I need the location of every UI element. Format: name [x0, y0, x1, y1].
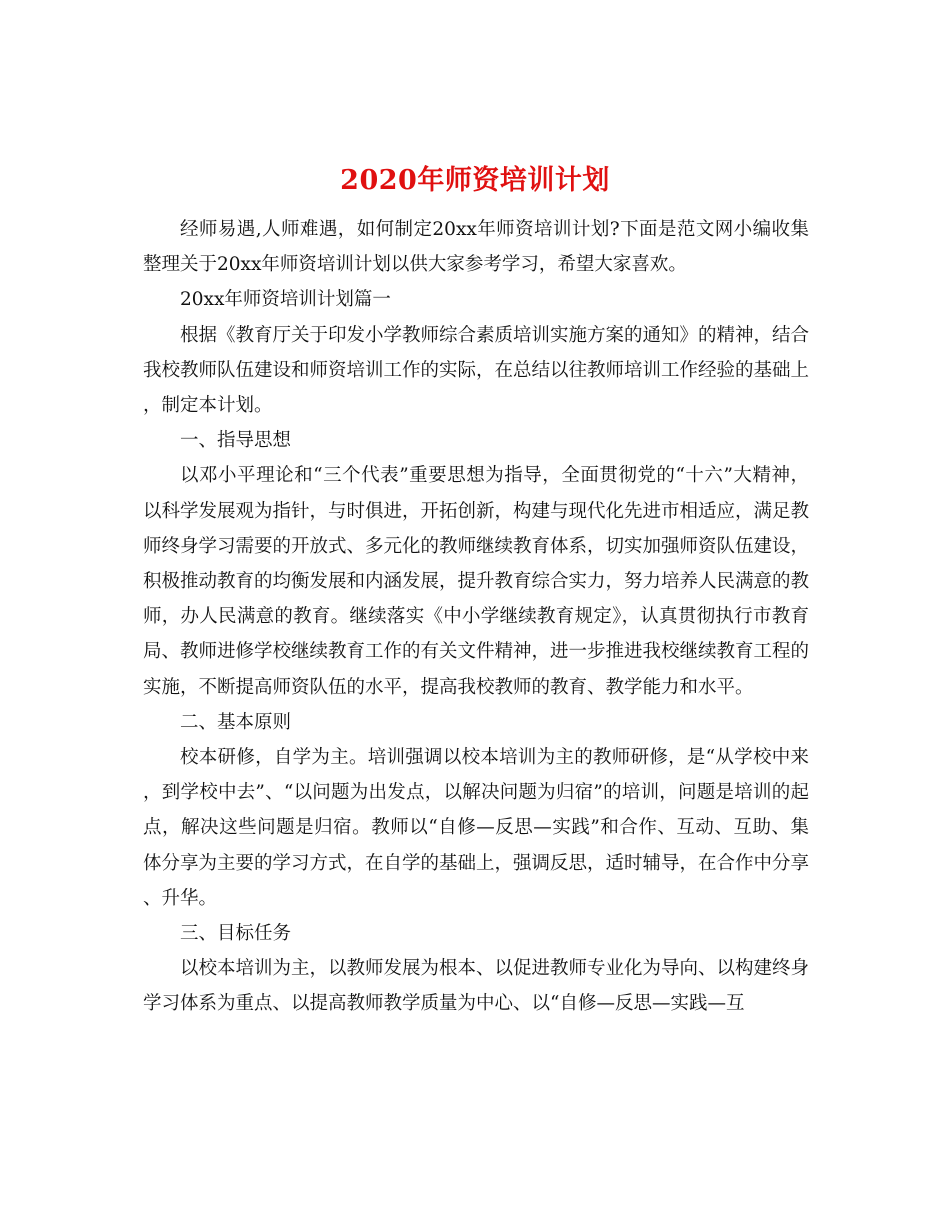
- section-heading-guiding-ideology: 一、指导思想: [180, 430, 292, 452]
- section-heading-goals: 三、目标任务: [180, 923, 292, 945]
- document-body: [143, 212, 809, 1022]
- document-title: 2020年师资培训计划: [340, 165, 610, 197]
- paragraph-basis: 根据《教育厅关于印发小学教师综合素质培训实施方案的通知》的精神，结合我校教师队伍建设和师资培训工作的实际，在总结以往教师培训工作经验的基础上，制定本计划。: [143, 324, 810, 417]
- paragraph-intro: 经师易遇,人师难遇，如何制定20xx年师资培训计划?下面是范文网小编收集整理关于20xx年师资培训计划以供大家参考学习，希望大家喜欢。: [143, 219, 809, 276]
- section-heading-basic-principles: 二、基本原则: [180, 711, 292, 733]
- paragraph-goals: 以校本培训为主，以教师发展为根本、以促进教师专业化为导向、以构建终身学习体系为重点、以提高教师教学质量为中心、以“自修—反思—实践—互: [143, 958, 810, 1015]
- section-heading-part-one: 20xx年师资培训计划篇一: [180, 289, 391, 311]
- paragraph-guiding-ideology: 以邓小平理论和“三个代表”重要思想为指导，全面贯彻党的“十六”大精神，以科学发展观为指针，与时俱进，开拓创新，构建与现代化先进市相适应，满足教师终身学习需要的开放式、多元化的教师继续教育体系，切实加强师资队伍建设，积极推动教育的均衡发展和内涵发展，提升教育综合实力，努力培养人民满意的教师，办人民满意的教育。继续落实《中小学继续教育规定》，认真贯彻执行市教育局、教师进修学校继续教育工作的有关文件精神，进一步推进我校继续教育工程的实施，不断提高师资队伍的水平，提高我校教师的教育、教学能力和水平。: [143, 465, 810, 698]
- paragraph-basic-principles: 校本研修，自学为主。培训强调以校本培训为主的教师研修，是“从学校中来，到学校中去”、“以问题为出发点，以解决问题为归宿”的培训，问题是培训的起点，解决这些问题是归宿。教师以“自修—反思—实践”和合作、互动、互助、集体分享为主要的学习方式，在自学的基础上，强调反思，适时辅导，在合作中分享、升华。: [143, 747, 810, 909]
